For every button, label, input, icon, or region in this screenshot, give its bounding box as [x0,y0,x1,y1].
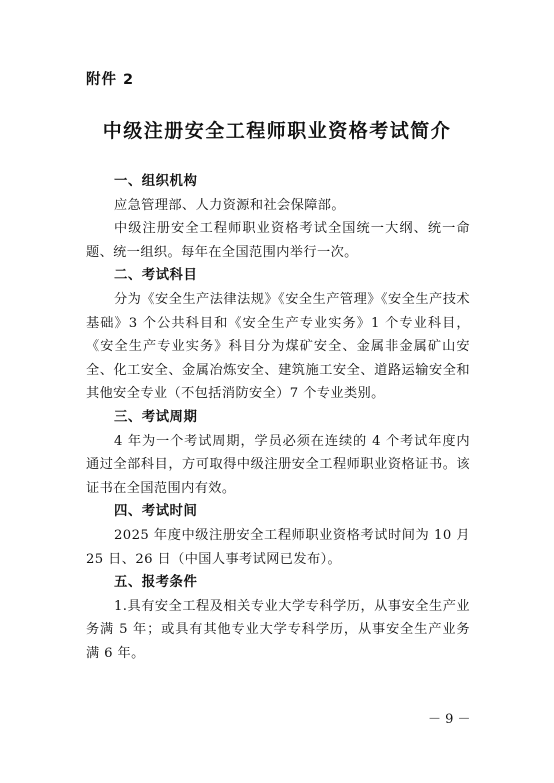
document-body [86,170,470,665]
section-paragraph: 2025 年度中级注册安全工程师职业资格考试时间为 10 月 25 日、26 日（中国人事考试网已发布）。 [86,527,470,567]
section-heading: 一、组织机构 [114,174,198,189]
section-subjects [86,264,470,406]
section-paragraph: 1.具有安全工程及相关专业大学专科学历，从事安全生产业务满 5 年；或具有其他专业大学专科学历，从事安全生产业务满 6 年。 [86,598,470,661]
document-title: 中级注册安全工程师职业资格考试简介 [102,120,452,142]
section-heading: 三、考试周期 [114,409,198,425]
section-paragraph: 中级注册安全工程师职业资格考试全国统一大纲、统一命题、统一组织。每年在全国范围内举行一次。 [86,221,470,260]
section-paragraph: 分为《安全生产法律法规》《安全生产管理》《安全生产技术基础》3 个公共科目和《安全生产专业实务》1 个专业科目，《安全生产专业实务》科目分为煤矿安全、金属非金属矿山安全、化工安全、金属冶炼安全、建筑施工安全、道路运输安全和其他安全专业（不包括消防安全）7 个专业类别。 [86,291,470,402]
page-number: － 9 － [428,712,471,727]
section-exam-time [86,500,470,571]
section-paragraph: 4 年为一个考试周期，学员必须在连续的 4 个考试年度内通过全部科目，方可取得中级注册安全工程师职业资格证书。该证书在全国范围内有效。 [86,433,470,496]
section-exam-cycle [86,406,470,500]
section-eligibility [86,571,470,665]
section-paragraph: 应急管理部、人力资源和社会保障部。 [114,197,345,213]
section-heading: 二、考试科目 [114,268,198,284]
section-heading: 五、报考条件 [114,575,198,591]
attachment-label: 附件 2 [86,72,135,88]
section-heading: 四、考试时间 [114,504,198,520]
section-organization [86,170,470,264]
